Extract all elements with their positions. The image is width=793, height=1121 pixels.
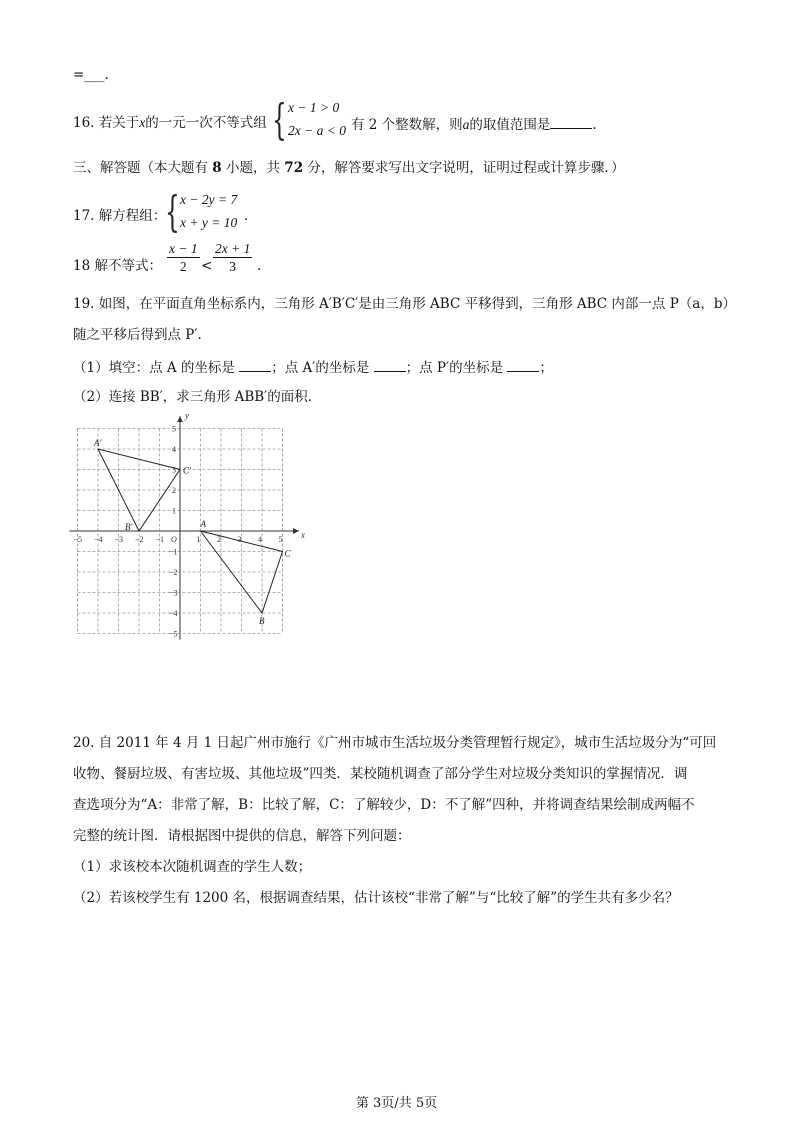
page-number-footer: 第 3页/共 5页 xyxy=(355,1096,438,1111)
q18-less-than: < xyxy=(201,258,213,274)
q18-fraction-left xyxy=(167,240,200,275)
question-20-line-3: 查选项分为“A：非常了解，B：比较了解，C：了解较少，D：不了解”四种，并将调查结果绘制成两幅不 xyxy=(73,797,695,813)
q19-blank-a xyxy=(239,357,271,372)
section3-after: 分，解答要求写出文字说明，证明过程或计算步骤．） xyxy=(303,160,625,176)
question-19-part-1 xyxy=(73,357,553,377)
q18-fraction-right xyxy=(213,240,252,275)
x-tick-label: 5 xyxy=(278,535,283,544)
x-tick-label: 4 xyxy=(258,535,262,544)
origin-label: O xyxy=(171,535,177,544)
y-tick-label: 3 xyxy=(172,465,176,475)
q19-part1-b: ；点 A′的坐标是 xyxy=(271,360,374,376)
coordinate-plane-figure xyxy=(70,410,310,648)
q19-blank-a-prime xyxy=(374,357,406,372)
previous-question-tail xyxy=(73,66,109,84)
section3-score: 72 xyxy=(284,160,304,176)
q16-brace: { xyxy=(272,95,287,144)
q16-after: 有 2 个整数解，则 xyxy=(351,117,463,133)
q19-part1-c: ；点 P′的坐标是 xyxy=(405,360,508,376)
y-tick-label: 4 xyxy=(172,445,176,454)
x-tick-label: −1 xyxy=(155,535,165,544)
question-16 xyxy=(73,114,267,132)
question-19-line-2: 随之平移后得到点 P′. xyxy=(73,327,202,343)
x-tick-label: −5 xyxy=(73,535,83,544)
question-20-line-4: 完整的统计图．请根据图中提供的信息，解答下列问题： xyxy=(73,828,411,844)
q16-end: 的取值范围是 xyxy=(469,117,551,133)
q19-part1-a: （1）填空：点 A 的坐标是 xyxy=(73,360,240,376)
point-label-a-prime: A′ xyxy=(94,438,102,448)
q16-tail: . xyxy=(592,117,597,133)
section3-before: 三、解答题（本大题有 xyxy=(73,160,213,176)
question-17-label: 17. 解方程组： xyxy=(73,208,167,224)
y-tick-label: −5 xyxy=(169,629,178,639)
q17-equation-2: x + y = 10 xyxy=(180,215,238,230)
question-19-part-2: （2）连接 BB′，求三角形 ABB′的面积． xyxy=(73,389,322,405)
q17-brace: { xyxy=(165,187,180,236)
question-18-label: 18 解不等式： xyxy=(73,258,162,274)
y-tick-label: 5 xyxy=(172,424,176,434)
x-axis-label: x xyxy=(300,530,305,540)
question-20-line-2: 收物、餐厨垃圾、有害垃圾、其他垃圾”四类．某校随机调查了部分学生对垃圾分类知识的掌握情况．调 xyxy=(73,766,688,782)
previous-answer-blank: =___. xyxy=(73,67,109,83)
q16-inequality-2: 2x − a < 0 xyxy=(288,123,346,138)
point-label-b: B xyxy=(259,616,265,626)
y-tick-label: −2 xyxy=(169,568,178,577)
x-tick-label: 1 xyxy=(196,535,201,544)
question-20-line-1: 20. 自 2011 年 4 月 1 日起广州市施行《广州市城市生活垃圾分类管理暂行规定》，城市生活垃圾分为“可回 xyxy=(73,735,717,751)
question-20-part-2: （2）若该校学生有 1200 名，根据调查结果，估计该校“非常了解”与“比较了解”的学生共有多少名？ xyxy=(73,890,679,906)
section-3-heading xyxy=(73,159,625,177)
point-label-b-prime: B′ xyxy=(125,522,133,532)
q18-numerator-left: x − 1 xyxy=(169,241,198,256)
x-tick-label: −4 xyxy=(94,535,103,544)
q16-var-x: x xyxy=(139,115,146,130)
q16-rest xyxy=(351,114,597,134)
y-axis-label: y xyxy=(185,410,189,421)
q18-denominator-left: 2 xyxy=(179,259,187,274)
x-tick-label: 3 xyxy=(237,535,242,544)
point-label-c: C xyxy=(284,548,291,559)
section3-mid: 小题，共 xyxy=(221,160,285,176)
q19-blank-p-prime xyxy=(507,357,539,372)
x-tick-label: −2 xyxy=(135,535,144,544)
y-tick-label: 2 xyxy=(172,486,176,495)
q17-equation-1: x − 2y = 7 xyxy=(180,192,238,207)
point-label-c-prime: C′ xyxy=(183,465,191,476)
q18-tail: . xyxy=(257,258,262,274)
question-19-line-1: 19. 如图，在平面直角坐标系内，三角形 A′B′C′是由三角形 ABC 平移得到，三角形 ABC 内部一点 P（a，b） xyxy=(73,296,736,312)
q18-denominator-right: 3 xyxy=(229,259,237,274)
q17-tail: . xyxy=(244,208,249,224)
section3-count: 8 xyxy=(212,160,222,176)
q16-prefix: 16. 若关于 xyxy=(73,115,140,131)
q18-numerator-right: 2x + 1 xyxy=(215,241,251,256)
y-tick-label: −4 xyxy=(169,609,178,618)
q19-part1-d: ； xyxy=(539,360,553,376)
question-20-part-1: （1）求该校本次随机调查的学生人数； xyxy=(73,859,312,875)
q16-answer-blank xyxy=(550,114,592,129)
y-tick-label: 1 xyxy=(172,506,176,516)
y-tick-label: −1 xyxy=(169,547,178,557)
q16-inequality-1: x − 1 > 0 xyxy=(288,100,340,115)
q16-var-a: a xyxy=(462,117,470,132)
y-tick-label: −3 xyxy=(169,588,178,598)
point-label-a: A xyxy=(200,519,206,529)
x-tick-label: 2 xyxy=(217,535,221,544)
x-tick-label: −3 xyxy=(114,535,124,544)
q16-mid: 的一元一次不等式组 xyxy=(145,115,267,131)
